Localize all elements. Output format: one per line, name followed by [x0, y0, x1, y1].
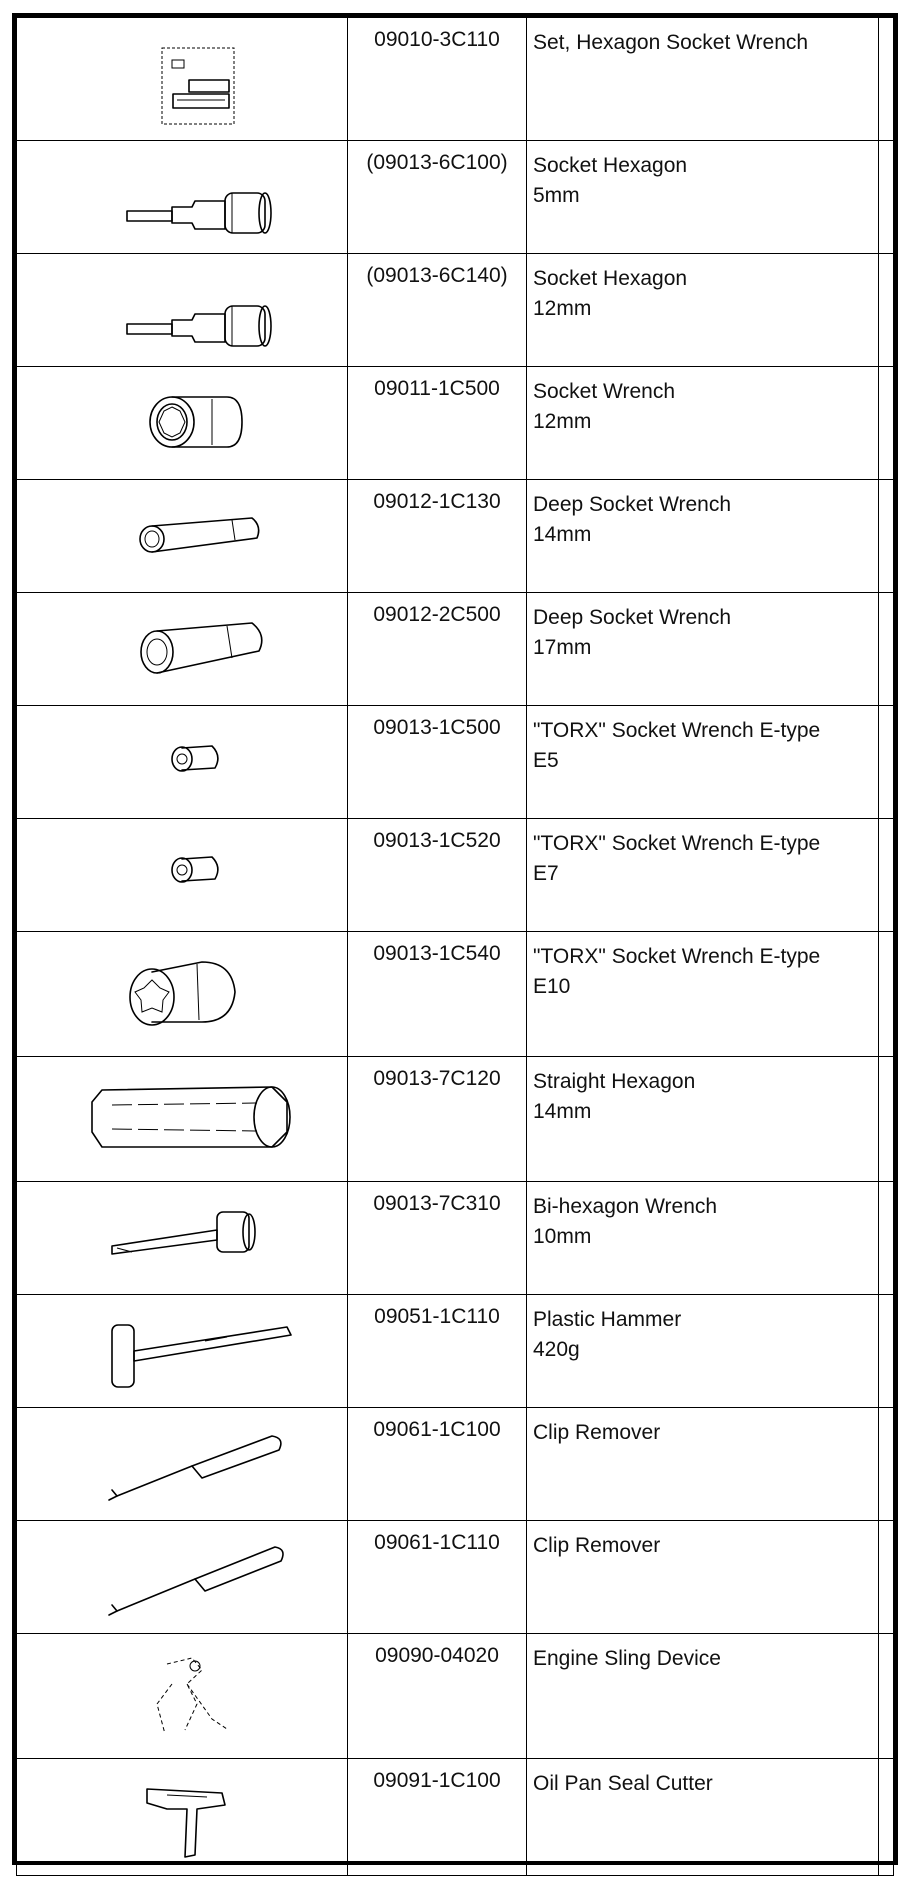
spare-column — [879, 706, 894, 819]
spare-column — [879, 1759, 894, 1876]
tool-image-cell — [17, 1295, 348, 1408]
part-number: 09012-1C130 — [348, 480, 527, 593]
table-row — [17, 141, 894, 254]
tool-description — [527, 1408, 879, 1521]
tool-name: Socket Hexagon — [533, 267, 688, 290]
tool-size: 14mm — [533, 523, 592, 546]
tools-table — [16, 17, 894, 1876]
spare-column — [879, 819, 894, 932]
spare-column — [879, 1521, 894, 1634]
tool-size: 12mm — [533, 297, 592, 320]
tool-image-cell — [17, 706, 348, 819]
tool-image-cell — [17, 18, 348, 141]
tool-name: Socket Hexagon — [533, 154, 688, 177]
tool-image-cell — [17, 819, 348, 932]
table-row — [17, 367, 894, 480]
part-number: 09011-1C500 — [348, 367, 527, 480]
part-number: 09061-1C100 — [348, 1408, 527, 1521]
tool-name: Oil Pan Seal Cutter — [533, 1772, 713, 1795]
tool-description — [527, 1521, 879, 1634]
spare-column — [879, 1408, 894, 1521]
tool-name: "TORX" Socket Wrench E-type — [533, 945, 821, 968]
table-row — [17, 932, 894, 1057]
spare-column — [879, 141, 894, 254]
tool-image-cell — [17, 932, 348, 1057]
table-row — [17, 593, 894, 706]
tool-image-cell — [17, 254, 348, 367]
part-number: 09013-1C500 — [348, 706, 527, 819]
oil-pan-seal-cutter-icon — [17, 1759, 347, 1875]
part-number: 09090-04020 — [348, 1634, 527, 1759]
tool-name: Clip Remover — [533, 1421, 661, 1444]
tool-name: "TORX" Socket Wrench E-type — [533, 832, 821, 855]
tool-size: 14mm — [533, 1100, 592, 1123]
torx-socket-icon — [17, 819, 347, 931]
part-number: 09013-1C540 — [348, 932, 527, 1057]
tool-description — [527, 706, 879, 819]
tool-size: E5 — [533, 749, 559, 772]
tool-image-cell — [17, 1521, 348, 1634]
spare-column — [879, 1057, 894, 1182]
tool-size: 420g — [533, 1338, 580, 1361]
tool-name: "TORX" Socket Wrench E-type — [533, 719, 821, 742]
tool-description — [527, 932, 879, 1057]
tool-size: 17mm — [533, 636, 592, 659]
clip-remover-icon — [17, 1408, 347, 1520]
part-number: 09010-3C110 — [348, 18, 527, 141]
part-number: 09013-7C310 — [348, 1182, 527, 1295]
table-row — [17, 1521, 894, 1634]
tool-image-cell — [17, 141, 348, 254]
socket-wrench-icon — [17, 367, 347, 479]
tool-description — [527, 1759, 879, 1876]
tool-size: 12mm — [533, 410, 592, 433]
tool-image-cell — [17, 1057, 348, 1182]
deep-socket-icon — [17, 480, 347, 592]
tool-image-cell — [17, 480, 348, 593]
tool-image-cell — [17, 593, 348, 706]
tool-image-cell — [17, 367, 348, 480]
spare-column — [879, 254, 894, 367]
part-number: 09013-1C520 — [348, 819, 527, 932]
spare-column — [879, 367, 894, 480]
tool-description — [527, 367, 879, 480]
tool-description — [527, 1182, 879, 1295]
torx-socket-icon — [17, 706, 347, 818]
table-row — [17, 254, 894, 367]
spare-column — [879, 480, 894, 593]
tool-description — [527, 1295, 879, 1408]
bi-hexagon-wrench-icon — [17, 1182, 347, 1294]
spare-column — [879, 932, 894, 1057]
torx-socket-large-icon — [17, 932, 347, 1056]
part-number: 09061-1C110 — [348, 1521, 527, 1634]
tool-image-cell — [17, 1759, 348, 1876]
tool-size: E10 — [533, 975, 571, 998]
wrench-set-case-icon — [17, 18, 347, 140]
tool-name: Deep Socket Wrench — [533, 606, 732, 629]
spare-column — [879, 593, 894, 706]
tool-description — [527, 593, 879, 706]
tool-name: Socket Wrench — [533, 380, 676, 403]
tool-description — [527, 480, 879, 593]
tool-name: Clip Remover — [533, 1534, 661, 1557]
tool-description — [527, 1634, 879, 1759]
tool-name: Plastic Hammer — [533, 1308, 682, 1331]
deep-socket-icon — [17, 593, 347, 705]
clip-remover-icon — [17, 1521, 347, 1633]
hex-socket-bit-icon — [17, 254, 347, 366]
tool-image-cell — [17, 1634, 348, 1759]
spare-column — [879, 1182, 894, 1295]
part-number: 09012-2C500 — [348, 593, 527, 706]
tool-size: E7 — [533, 862, 559, 885]
table-row — [17, 1634, 894, 1759]
table-row — [17, 1759, 894, 1876]
tool-image-cell — [17, 1182, 348, 1295]
engine-sling-device-icon — [17, 1634, 347, 1758]
tool-description — [527, 141, 879, 254]
part-number: (09013-6C140) — [348, 254, 527, 367]
hex-socket-bit-icon — [17, 141, 347, 253]
straight-hexagon-icon — [17, 1057, 347, 1181]
table-row — [17, 1182, 894, 1295]
part-number: (09013-6C100) — [348, 141, 527, 254]
tool-name: Straight Hexagon — [533, 1070, 696, 1093]
tool-name: Bi-hexagon Wrench — [533, 1195, 718, 1218]
table-row — [17, 480, 894, 593]
tool-description — [527, 1057, 879, 1182]
special-tools-table — [12, 13, 898, 1865]
tool-image-cell — [17, 1408, 348, 1521]
tool-description — [527, 18, 879, 141]
spare-column — [879, 18, 894, 141]
table-row — [17, 819, 894, 932]
tool-name: Deep Socket Wrench — [533, 493, 732, 516]
plastic-hammer-icon — [17, 1295, 347, 1407]
table-row — [17, 1295, 894, 1408]
table-row — [17, 18, 894, 141]
spare-column — [879, 1295, 894, 1408]
part-number: 09013-7C120 — [348, 1057, 527, 1182]
table-row — [17, 1408, 894, 1521]
tool-description — [527, 819, 879, 932]
part-number: 09091-1C100 — [348, 1759, 527, 1876]
part-number: 09051-1C110 — [348, 1295, 527, 1408]
table-row — [17, 1057, 894, 1182]
tool-name: Engine Sling Device — [533, 1647, 721, 1670]
tool-description — [527, 254, 879, 367]
spare-column — [879, 1634, 894, 1759]
tool-name: Set, Hexagon Socket Wrench — [533, 31, 809, 54]
tool-size: 5mm — [533, 184, 580, 207]
tool-size: 10mm — [533, 1225, 592, 1248]
table-row — [17, 706, 894, 819]
